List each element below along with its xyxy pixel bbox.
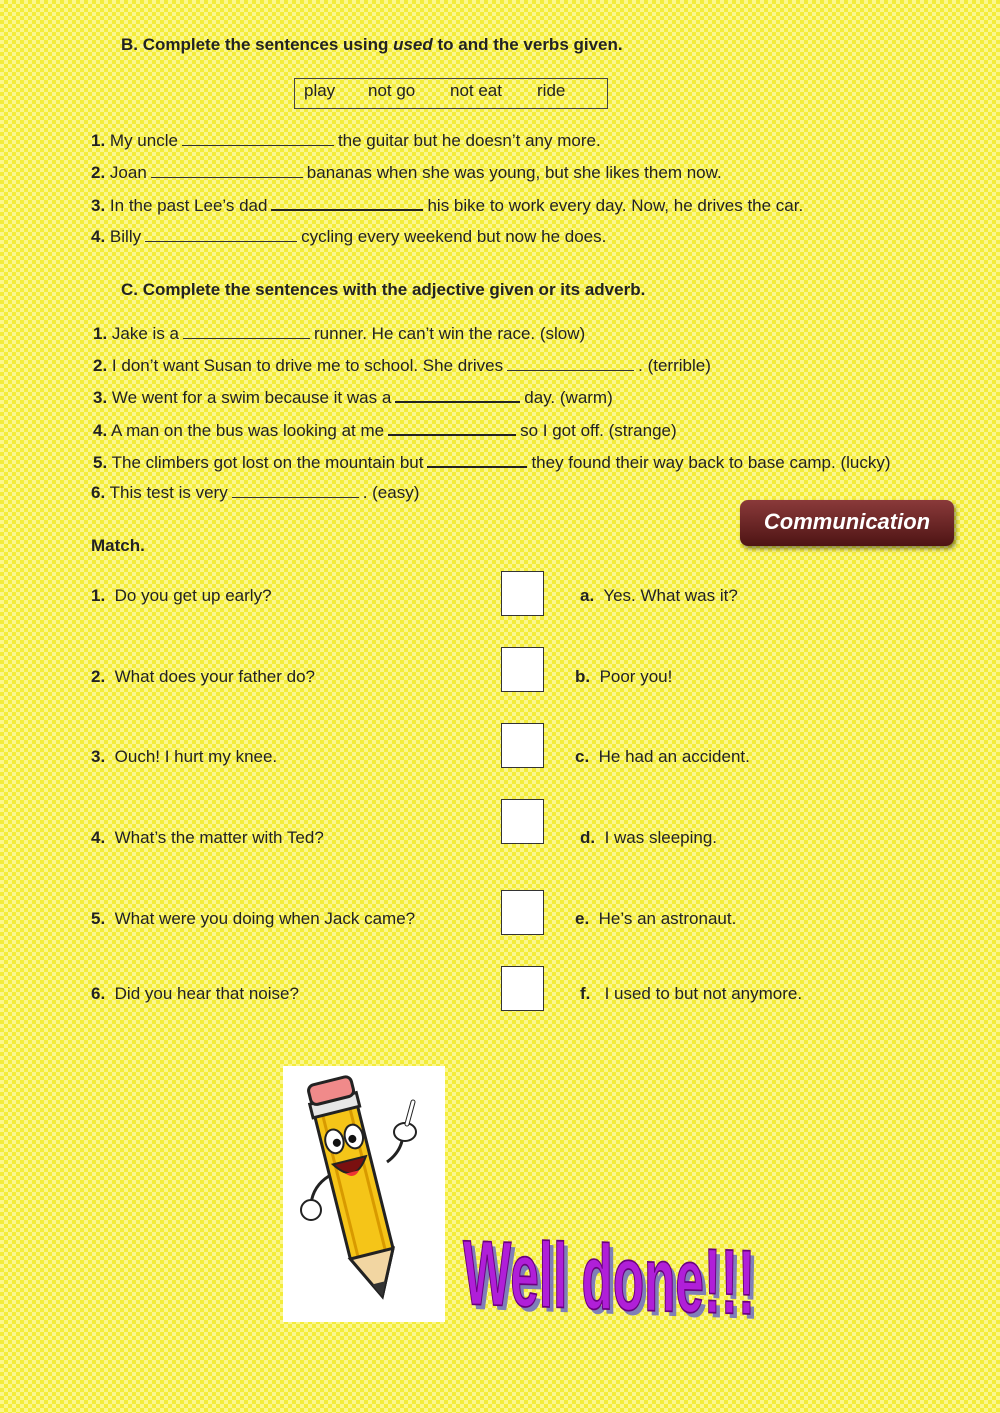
word-ride: ride	[537, 81, 566, 100]
sentence-start: Jake is a	[111, 324, 180, 343]
item-number: 6.	[91, 483, 106, 502]
well-done-shadow: Well done!!!	[467, 1226, 775, 1322]
answer-text: I used to but not anymore.	[604, 984, 803, 1003]
sentence-end: . (terrible)	[638, 356, 711, 375]
question-number: 2.	[91, 667, 106, 686]
match-answer-box-3[interactable]	[501, 723, 544, 768]
heading-italic-word: used	[393, 35, 433, 54]
word-not-eat: not eat	[450, 81, 502, 100]
sentence-b-1	[91, 131, 601, 151]
question-1	[91, 586, 272, 606]
sentence-start: My uncle	[109, 131, 178, 150]
sentence-end: cycling every weekend but now he does.	[301, 227, 607, 246]
question-text: Did you hear that noise?	[114, 984, 299, 1003]
answer-letter: f.	[580, 984, 591, 1003]
question-text: Do you get up early?	[114, 586, 272, 605]
sentence-end: bananas when she was young, but she likes them now.	[306, 163, 722, 182]
match-answer-box-5[interactable]	[501, 890, 544, 935]
item-number: 1.	[93, 324, 108, 343]
answer-blank[interactable]	[388, 420, 516, 436]
word-not-go: not go	[368, 81, 416, 100]
sentence-start: Billy	[109, 227, 142, 246]
match-answer-box-1[interactable]	[501, 571, 544, 616]
sentence-start: Joan	[109, 163, 147, 182]
answer-letter: c.	[575, 747, 590, 766]
pencil-mascot-icon	[283, 1066, 445, 1322]
question-text: What were you doing when Jack came?	[114, 909, 416, 928]
sentence-end: so I got off. (strange)	[520, 421, 677, 440]
well-done-wordart	[455, 1212, 775, 1322]
question-3	[91, 747, 277, 767]
answer-a	[580, 586, 738, 606]
sentence-end: runner. He can’t win the race. (slow)	[314, 324, 586, 343]
answer-blank[interactable]	[232, 483, 359, 498]
answer-letter: b.	[575, 667, 591, 686]
word-play: play	[304, 81, 336, 100]
section-b-heading	[121, 35, 623, 55]
question-number: 5.	[91, 909, 106, 928]
answer-blank[interactable]	[182, 131, 334, 146]
question-2	[91, 667, 315, 687]
question-6	[91, 984, 299, 1004]
item-number: 2.	[93, 356, 108, 375]
question-4	[91, 828, 324, 848]
section-c-heading: C. Complete the sentences with the adjective given or its adverb.	[121, 280, 646, 299]
communication-badge: Communication	[740, 500, 954, 546]
sentence-end: the guitar but he doesn’t any more.	[337, 131, 601, 150]
answer-text: Poor you!	[599, 667, 673, 686]
answer-blank[interactable]	[395, 387, 520, 403]
sentence-c-4	[93, 420, 677, 441]
sentence-start: The climbers got lost on the mountain but	[111, 453, 424, 472]
answer-f	[580, 984, 802, 1004]
sentence-start: A man on the bus was looking at me	[110, 421, 385, 440]
answer-e	[575, 909, 736, 929]
sentence-end: day. (warm)	[524, 388, 613, 407]
answer-d	[580, 828, 717, 848]
sentence-c-3	[93, 387, 613, 408]
answer-text: Yes. What was it?	[603, 586, 738, 605]
well-done-graphic	[455, 1212, 775, 1322]
match-heading: Match.	[91, 536, 145, 555]
question-number: 3.	[91, 747, 106, 766]
answer-blank[interactable]	[183, 324, 310, 339]
question-text: What’s the matter with Ted?	[114, 828, 324, 847]
sentence-c-6	[91, 483, 419, 503]
answer-letter: e.	[575, 909, 590, 928]
question-text: Ouch! I hurt my knee.	[114, 747, 278, 766]
answer-c	[575, 747, 750, 767]
match-answer-box-6[interactable]	[501, 966, 544, 1011]
pencil-mascot-illustration	[283, 1066, 445, 1322]
item-number: 4.	[93, 421, 108, 440]
well-done-text: Well done!!!	[463, 1221, 775, 1322]
sentence-c-1	[93, 324, 585, 344]
sentence-start: This test is very	[109, 483, 228, 502]
sentence-b-3	[91, 195, 803, 216]
question-number: 1.	[91, 586, 106, 605]
match-answer-box-4[interactable]	[501, 799, 544, 844]
item-number: 2.	[91, 163, 106, 182]
answer-blank[interactable]	[427, 452, 527, 468]
heading-text: to and the verbs given.	[432, 35, 623, 54]
answer-letter: a.	[580, 586, 595, 605]
question-number: 4.	[91, 828, 106, 847]
heading-text: B. Complete the sentences using	[121, 35, 394, 54]
question-number: 6.	[91, 984, 106, 1003]
sentence-b-4	[91, 227, 606, 247]
answer-text: He’s an astronaut.	[598, 909, 737, 928]
sentence-end: . (easy)	[362, 483, 420, 502]
sentence-end: his bike to work every day. Now, he drives the car.	[427, 196, 804, 215]
sentence-c-2	[93, 356, 711, 376]
sentence-end: they found their way back to base camp. (lucky)	[531, 453, 891, 472]
question-5	[91, 909, 415, 929]
sentence-b-2	[91, 163, 722, 183]
word-box	[294, 78, 608, 109]
item-number: 3.	[93, 388, 108, 407]
sentence-start: We went for a swim because it was a	[111, 388, 392, 407]
answer-text: He had an accident.	[598, 747, 750, 766]
item-number: 1.	[91, 131, 106, 150]
answer-letter: d.	[580, 828, 596, 847]
match-answer-box-2[interactable]	[501, 647, 544, 692]
question-text: What does your father do?	[114, 667, 315, 686]
sentence-start: I don’t want Susan to drive me to school. She drives	[111, 356, 504, 375]
answer-text: I was sleeping.	[604, 828, 718, 847]
answer-b	[575, 667, 672, 687]
item-number: 4.	[91, 227, 106, 246]
sentence-start: In the past Lee’s dad	[109, 196, 268, 215]
answer-blank[interactable]	[151, 163, 303, 178]
answer-blank[interactable]	[145, 227, 297, 242]
item-number: 5.	[93, 453, 108, 472]
answer-blank[interactable]	[271, 195, 423, 211]
item-number: 3.	[91, 196, 106, 215]
answer-blank[interactable]	[507, 356, 634, 371]
sentence-c-5	[93, 452, 891, 473]
